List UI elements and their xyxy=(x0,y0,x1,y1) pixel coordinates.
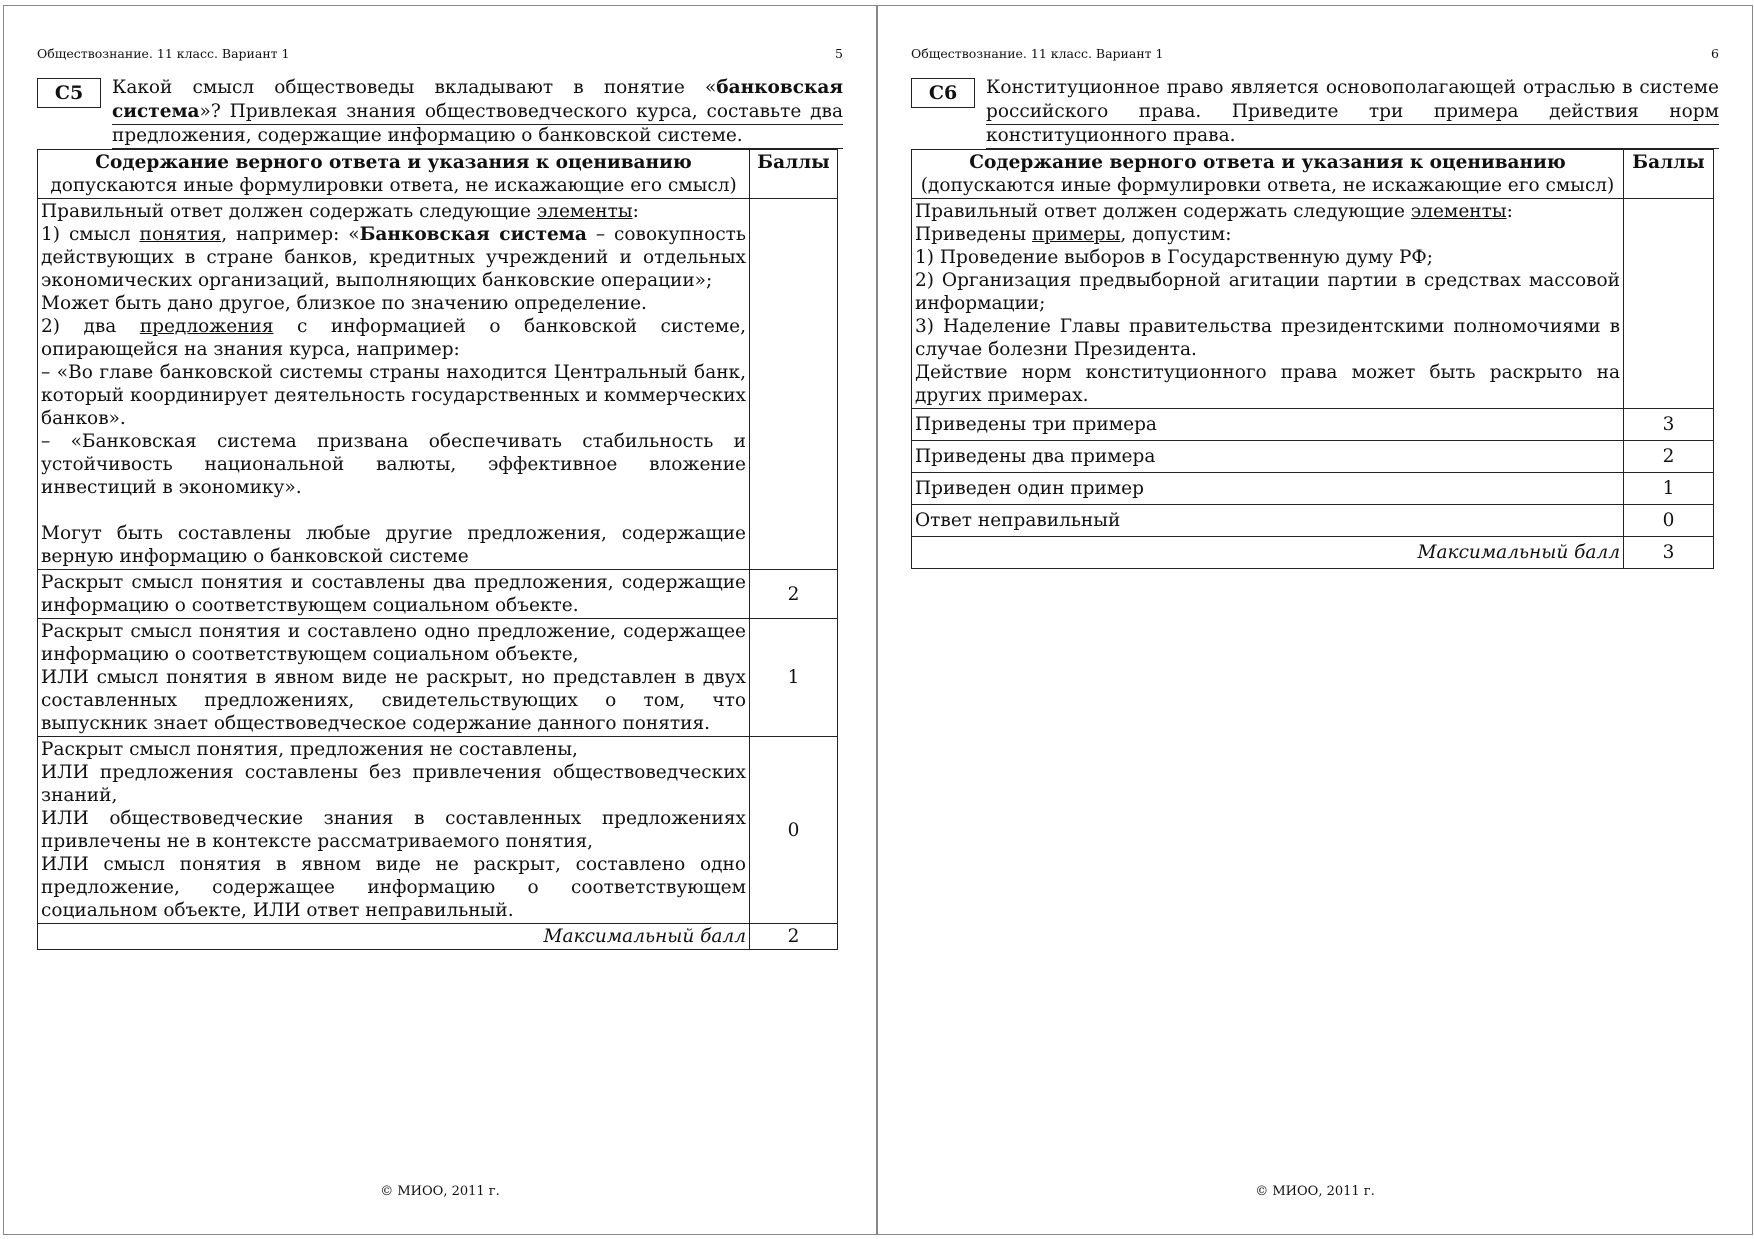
task-question: Конституционное право является основополагающей отраслью в системе российского права. Приведите три примера действия норм конституционного права. xyxy=(986,77,1719,146)
score-header: Баллы xyxy=(750,150,838,199)
score-row: Приведен один пример 1 xyxy=(912,473,1714,505)
score-value: 0 xyxy=(750,737,838,924)
task-code: С6 xyxy=(911,78,975,108)
max-score-value: 2 xyxy=(750,924,838,950)
score-value: 3 xyxy=(1624,409,1714,441)
score-row: Приведены три примера 3 xyxy=(912,409,1714,441)
max-score-row xyxy=(38,924,838,950)
header-title: Обществознание. 11 класс. Вариант 1 xyxy=(911,46,1164,61)
table-header-row xyxy=(912,150,1714,199)
max-score-value: 3 xyxy=(1624,537,1714,569)
score-header: Баллы xyxy=(1624,150,1714,199)
page-header xyxy=(911,46,1719,62)
score-value: 2 xyxy=(1624,441,1714,473)
page-footer: © МИОО, 2011 г. xyxy=(380,1184,500,1199)
score-row: Раскрыт смысл понятия, предложения не составлены, ИЛИ предложения составлены без привлечения обществоведческих знаний, ИЛИ обществоведческие знания в составленных предложениях привлечены не в контексте рассматриваемого понятия, ИЛИ смысл понятия в явном виде не раскрыт, составлено одно предложение, содержащее информацию о соответствующем социальном объекте, ИЛИ ответ неправильный. 0 xyxy=(38,737,838,924)
header-title: Обществознание. 11 класс. Вариант 1 xyxy=(37,46,290,61)
scoring-table xyxy=(37,149,838,950)
score-row: Приведены два примера 2 xyxy=(912,441,1714,473)
page-right xyxy=(877,5,1753,1235)
table-header: Содержание верного ответа и указания к оцениванию допускаются иные формулировки ответа, не искажающие его смысл) xyxy=(38,150,750,199)
score-value: 1 xyxy=(1624,473,1714,505)
page-header xyxy=(37,46,843,62)
task-question: Какой смысл обществоведы вкладывают в понятие «банковская система»? Привлекая знания обществоведческого курса, составьте два предложения, содержащие информацию о банковской системе. xyxy=(112,77,843,146)
scoring-table xyxy=(911,149,1714,569)
task-code: С5 xyxy=(37,78,101,108)
page-left xyxy=(3,5,877,1235)
answer-content: Правильный ответ должен содержать следующие элементы: 1) смысл понятия, например: «Банковская система – совокупность действующих в стране банков, кредитных учреждений и отдельных экономических организаций, выполняющих банковские операции»; Может быть дано другое, близкое по значению определение. 2) два предложения с информацией о банковской системе, опирающейся на знания курса, например: – «Во главе банковской системы страны находится Центральный банк, который координирует деятельность государственных и коммерческих банков». – «Банковская система призвана обеспечивать стабильность и устойчивость национальной валюты, эффективное вложение инвестиций в экономику». Могут быть составлены любые другие предложения, содержащие верную информацию о банковской системе xyxy=(38,199,750,570)
score-row: Раскрыт смысл понятия и составлены два предложения, содержащие информацию о соответствующем социальном объекте. 2 xyxy=(38,570,838,619)
answer-content: Правильный ответ должен содержать следующие элементы: Приведены примеры, допустим: 1) Проведение выборов в Государственную думу РФ; 2) Организация предвыборной агитации партии в средствах массовой информации; 3) Наделение Главы правительства президентскими полномочиями в случае болезни Президента. Действие норм конституционного права может быть раскрыто на других примерах. xyxy=(912,199,1624,409)
score-row: Ответ неправильный 0 xyxy=(912,505,1714,537)
score-row: Раскрыт смысл понятия и составлено одно предложение, содержащее информацию о соответствующем социальном объекте, ИЛИ смысл понятия в явном виде не раскрыт, но представлен в двух составленных предложениях, свидетельствующих о том, что выпускник знает обществоведческое содержание данного понятия. 1 xyxy=(38,619,838,737)
page-number: 5 xyxy=(835,46,843,61)
max-score-label: Максимальный балл xyxy=(912,537,1624,569)
page-footer: © МИОО, 2011 г. xyxy=(1255,1184,1375,1199)
max-score-row xyxy=(912,537,1714,569)
table-header: Содержание верного ответа и указания к оцениванию (допускаются иные формулировки ответа, не искажающие его смысл) xyxy=(912,150,1624,199)
score-value: 0 xyxy=(1624,505,1714,537)
score-value: 1 xyxy=(750,619,838,737)
score-value: 2 xyxy=(750,570,838,619)
max-score-label: Максимальный балл xyxy=(38,924,750,950)
page-number: 6 xyxy=(1711,46,1719,61)
table-header-row xyxy=(38,150,838,199)
answer-content-row xyxy=(38,199,838,570)
answer-content-row xyxy=(912,199,1714,409)
